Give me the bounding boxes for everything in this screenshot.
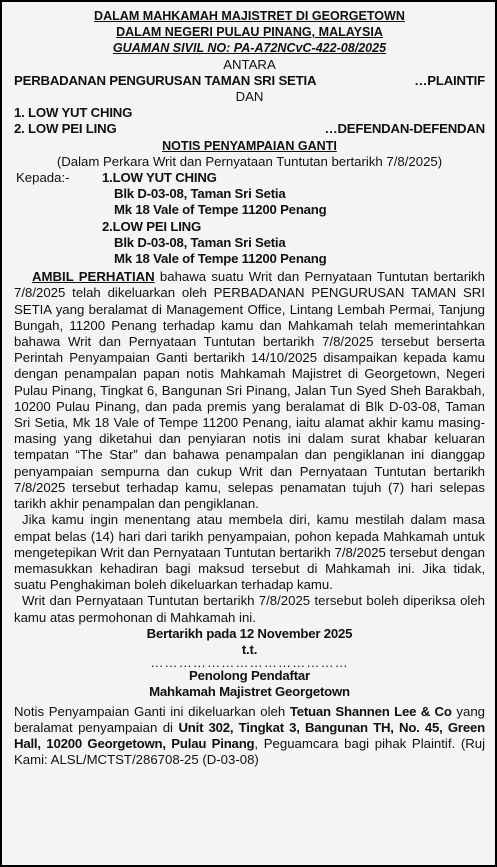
footer-text-3: , Peguamcara bagi pihak Plaintif. (Ruj Kami: ALSL/MCTST/286708-25 (D-03-08) <box>14 735 486 768</box>
to-label: Kepada:- <box>16 170 70 186</box>
state-heading: DALAM NEGERI PULAU PINANG, MALAYSIA <box>116 24 383 40</box>
recipient-1-address-2: Mk 18 Vale of Tempe 11200 Penang <box>114 202 327 218</box>
recipient-1-name: 1.LOW YUT CHING <box>102 170 217 186</box>
recipient-row <box>14 170 485 186</box>
plaintiff-role: …PLAINTIF <box>414 72 485 88</box>
defendant-2-row <box>14 121 485 137</box>
notice-lead: AMBIL PERHATIAN <box>32 269 155 285</box>
defendant-1: 1. LOW YUT CHING <box>14 105 133 121</box>
recipient-2-name: 2.LOW PEI LING <box>102 218 202 234</box>
between-label: ANTARA <box>223 56 276 72</box>
defendant-2: 2. LOW PEI LING <box>14 121 117 137</box>
signatory-office: Mahkamah Majistret Georgetown <box>149 684 350 700</box>
dated-line: Bertarikh pada 12 November 2025 <box>146 625 353 641</box>
signatory-title: Penolong Pendaftar <box>189 668 310 684</box>
plaintiff-row <box>14 73 485 89</box>
plaintiff-name: PERBADANAN PENGURUSAN TAMAN SRI SETIA <box>14 72 317 88</box>
recipient-2-address-2: Mk 18 Vale of Tempe 11200 Penang <box>114 251 327 267</box>
footer-text-1: Notis Penyampaian Ganti ini dikeluarkan oleh <box>14 703 290 719</box>
suit-number: GUAMAN SIVIL NO: PA-A72NCvC-422-08/2025 <box>112 40 387 56</box>
footer-note <box>14 704 485 769</box>
body-paragraph-1-text: bahawa suatu Writ dan Pernyataan Tuntutan bertarikh 7/8/2025 telah dikeluarkan oleh PERBADANAN PENGURUSAN TAMAN SRI SETIA yang beralamat di Management Office, Lintang Lembah Permai, Tanjung Bungah, 11200 Penang terhadap kamu dan Mahkamah telah memerintahkan bahawa Writ dan Pernyataan Tuntutan bertarikh 7/8/2025 tersebut berserta Perintah Penyampaian Ganti bertarikh 14/10/2025 disampaikan kepada kamu dengan penampalan papan notis Mahkamah Majistret di Georgetown, Negeri Pulau Pinang, Tingkat 6, Bangunan Sri Pinang, Jalan Tun Syed Sheh Barakbah, 10200 Pulau Pinang, dan pada premis yang beralamat di Blk D-03-08, Taman Sri Setia, Mk 18 Vale of Tempe 11200 Penang, iaitu alamat akhir kamu masing-masing yang diketahui dan penyiaran notis ini dalam surat khabar keluaran tempatan “The Star” dan bahawa penampalan dan pengiklanan ini dianggap penyampaian sempurna dan cukup Writ dan Pernyataan Tuntutan bertarikh 7/8/2025 tersebut terhadap kamu, selepas penamatan tujuh (7) hari selepas tarikh akhir penampalan dan pengiklanan. <box>14 269 485 512</box>
tt-mark: t.t. <box>241 641 258 657</box>
footer-text-2: yang beralamat penyampaian di <box>14 703 485 735</box>
court-heading: DALAM MAHKAMAH MAJISTRET DI GEORGETOWN <box>94 8 405 23</box>
and-label: DAN <box>235 89 264 105</box>
body-paragraph-2: Jika kamu ingin menentang atau membela diri, kamu mestilah dalam masa empat belas (14) hari dari tarikh penyampaian, pohon kepada Mahkamah untuk mengetepikan Writ dan Pernyataan Tuntutan bertarikh 7/8/2025 tersebut dengan memasukkan kehadiran bagi maksud tersebut di Mahkamah ini. Jika tidak, suatu Penghakiman boleh dikeluarkan terhadap kamu. <box>14 512 485 593</box>
law-firm-name: Tetuan Shannen Lee & Co <box>289 703 452 719</box>
recipient-2-address-1: Blk D-03-08, Taman Sri Setia <box>114 234 286 250</box>
defendants-role: …DEFENDAN-DEFENDAN <box>324 121 485 137</box>
body-paragraph-3: Writ dan Pernyataan Tuntutan bertarikh 7/8/2025 tersebut boleh diperiksa oleh kamu atas permohonan di Mahkamah ini. <box>14 593 485 625</box>
notice-subtitle: (Dalam Perkara Writ dan Pernyataan Tuntutan bertarikh 7/8/2025) <box>56 153 443 169</box>
signature-line: …………………………………… <box>150 655 349 671</box>
firm-address: Unit 302, Tingkat 3, Bangunan TH, No. 45, Green Hall, 10200 Georgetown, Pulau Pinang <box>14 719 485 751</box>
recipient-1-address-1: Blk D-03-08, Taman Sri Setia <box>114 186 286 202</box>
body-paragraph-1 <box>14 269 485 512</box>
notice-title: NOTIS PENYAMPAIAN GANTI <box>162 137 337 153</box>
